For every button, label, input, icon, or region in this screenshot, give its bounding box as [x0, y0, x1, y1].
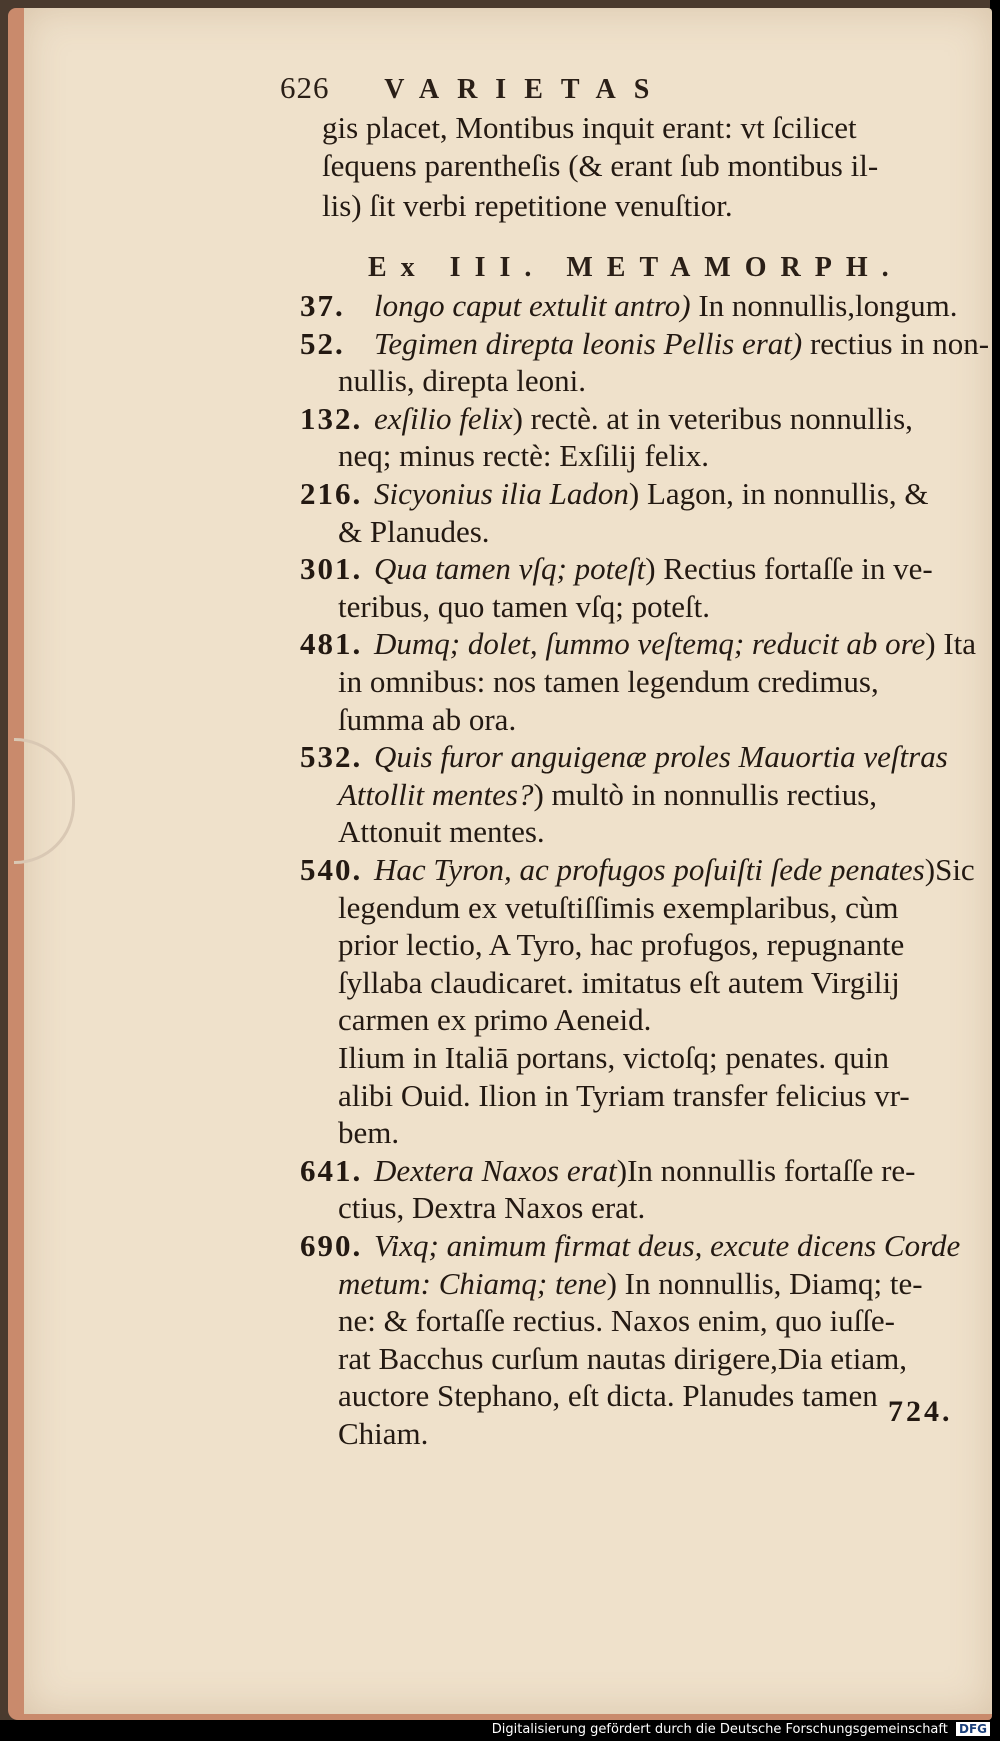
commentary-line	[338, 440, 709, 471]
commentary-text: ) In nonnullis, Diamq; te-	[606, 1266, 923, 1301]
commentary-text: alibi Ouid. Ilion in Tyriam transfer felicius vr-	[338, 1078, 910, 1113]
commentary-line	[338, 1117, 399, 1148]
line-number: 532.	[300, 739, 363, 774]
commentary-line	[338, 1268, 923, 1299]
commentary-text: )In nonnullis fortaſſe re-	[616, 1153, 916, 1188]
commentary-text: )Sic	[924, 852, 975, 887]
dfg-logo: DFG	[956, 1722, 990, 1736]
commentary-text: neq; minus rectè: Exſilij felix.	[338, 438, 710, 473]
intro-line: ſequens parentheſis (& erant ſub montibus il-	[322, 148, 879, 183]
line-number: 481.	[300, 626, 363, 661]
catchword: 724.	[888, 1395, 953, 1428]
line-number: 540.	[300, 852, 363, 887]
commentary-text: ) multò in nonnullis rectius,	[533, 777, 878, 812]
commentary-line	[300, 854, 975, 885]
line-number: 690.	[300, 1228, 363, 1263]
line-number: 641.	[300, 1153, 363, 1188]
running-head: VARIETAS	[384, 74, 668, 105]
commentary-line	[338, 1305, 895, 1336]
lemma: Quis furor anguigenæ proles Mauortia veſtras	[374, 739, 948, 774]
commentary-line	[300, 328, 989, 359]
intro-line: lis) ſit verbi repetitione venuſtior.	[322, 188, 733, 223]
commentary-text: ſyllaba claudicaret. imitatus eſt autem Virgilij	[338, 965, 900, 1000]
commentary-line	[338, 1380, 878, 1411]
commentary-text: nullis, direpta leoni.	[338, 363, 586, 398]
commentary-line	[338, 929, 904, 960]
commentary-line	[338, 1192, 645, 1223]
commentary-line	[338, 365, 586, 396]
lemma: Vixq; animum firmat deus, excute dicens Corde	[374, 1228, 961, 1263]
commentary-line	[300, 1230, 960, 1261]
commentary-line	[338, 1080, 910, 1111]
lemma: longo caput extulit antro)	[374, 288, 691, 323]
commentary-text: & Planudes.	[338, 514, 490, 549]
commentary-text: ) Rectius fortaſſe in ve-	[645, 551, 933, 586]
commentary-text: auctore Stephano, eſt dicta. Planudes tamen	[338, 1378, 878, 1413]
commentary-text: bem.	[338, 1115, 400, 1150]
commentary-line	[338, 779, 877, 810]
commentary-text: teribus, quo tamen vſq; poteſt.	[338, 589, 710, 624]
commentary-line	[338, 892, 898, 923]
commentary-text: legendum ex vetuſtiſſimis exemplaribus, cùm	[338, 890, 899, 925]
intro-line: gis placet, Montibus inquit erant: vt ſcilicet	[322, 110, 857, 145]
commentary-line	[338, 666, 879, 697]
commentary-line	[338, 591, 710, 622]
commentary-text: ne: & fortaſſe rectius. Naxos enim, quo iuſſe-	[338, 1303, 895, 1338]
commentary-line	[338, 816, 545, 847]
page-header	[280, 70, 667, 106]
line-number: 216.	[300, 476, 363, 511]
footer-credit	[492, 1722, 990, 1737]
commentary-line	[338, 1004, 651, 1035]
lemma: Dextera Naxos erat	[374, 1153, 617, 1188]
commentary-text: ctius, Dextra Naxos erat.	[338, 1190, 646, 1225]
commentary-line	[338, 1418, 428, 1449]
commentary-text: ) Ita	[925, 626, 977, 661]
commentary-text: ſumma ab ora.	[338, 702, 517, 737]
commentary-line	[338, 1343, 907, 1374]
commentary-line	[300, 290, 958, 321]
lemma: Attollit mentes?	[338, 777, 534, 812]
commentary-text: rectius in non-	[802, 326, 990, 361]
commentary-line	[338, 516, 490, 547]
commentary-text: Chiam.	[338, 1416, 429, 1451]
commentary-text: prior lectio, A Tyro, hac profugos, repugnante	[338, 927, 905, 962]
commentary-text: ) Lagon, in nonnullis, &	[628, 476, 929, 511]
commentary-line	[300, 403, 913, 434]
line-number: 37.	[300, 288, 345, 323]
commentary-text: rat Bacchus curſum nautas dirigere,Dia etiam,	[338, 1341, 907, 1376]
commentary-text: In nonnullis,longum.	[690, 288, 958, 323]
commentary-line	[300, 553, 933, 584]
commentary-text: Attonuit mentes.	[338, 814, 545, 849]
commentary-line	[338, 1042, 889, 1073]
line-number: 301.	[300, 551, 363, 586]
commentary-line	[300, 628, 976, 659]
commentary-text: in omnibus: nos tamen legendum credimus,	[338, 664, 879, 699]
commentary-line	[338, 967, 900, 998]
commentary-line	[300, 1155, 916, 1186]
page-clip	[14, 738, 75, 864]
line-number: 132.	[300, 401, 363, 436]
lemma: Qua tamen vſq; poteſt	[374, 551, 646, 586]
section-heading: Ex III. METAMORPH.	[368, 252, 903, 283]
commentary-line	[300, 478, 929, 509]
lemma: metum: Chiamq; tene	[338, 1266, 607, 1301]
lemma: exſilio felix	[374, 401, 513, 436]
commentary-text: carmen ex primo Aeneid.	[338, 1002, 652, 1037]
page-number: 626	[280, 70, 330, 105]
lemma: Sicyonius ilia Ladon	[374, 476, 629, 511]
lemma: Tegimen direpta leonis Pellis erat)	[374, 326, 803, 361]
lemma: Hac Tyron, ac profugos poſuiſti ſede penates	[374, 852, 925, 887]
commentary-line	[300, 741, 948, 772]
commentary-text: Ilium in Italiā portans, victoſq; penates. quin	[338, 1040, 889, 1075]
commentary-text: ) rectè. at in veteribus nonnullis,	[512, 401, 913, 436]
footer-text: Digitalisierung gefördert durch die Deutsche Forschungsgemeinschaft	[491, 1722, 948, 1737]
commentary-line	[338, 704, 516, 735]
line-number: 52.	[300, 326, 345, 361]
lemma: Dumq; dolet, ſummo veſtemq; reducit ab ore	[374, 626, 926, 661]
